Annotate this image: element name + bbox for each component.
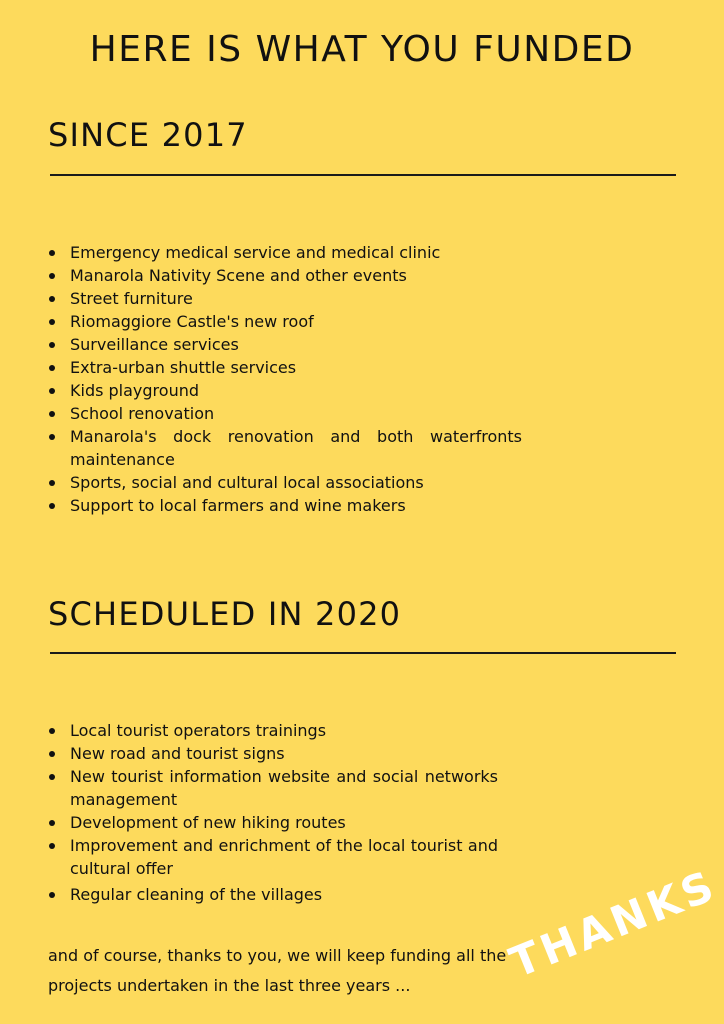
list-item: Kids playground	[48, 379, 522, 402]
list-item: Riomaggiore Castle's new roof	[48, 310, 522, 333]
funded-projects-list	[48, 241, 522, 517]
list-item: Manarola's dock renovation and both waterfronts maintenance	[48, 425, 522, 471]
list-item: Local tourist operators trainings	[48, 719, 498, 742]
list-item: Regular cleaning of the villages	[48, 883, 498, 906]
section-heading-scheduled-2020: SCHEDULED IN 2020	[48, 595, 402, 633]
list-item: Sports, social and cultural local associations	[48, 471, 522, 494]
list-item: Support to local farmers and wine makers	[48, 494, 522, 517]
divider-scheduled-2020	[50, 652, 676, 654]
closing-message: and of course, thanks to you, we will keep funding all the projects undertaken in the last three years ...	[48, 946, 507, 995]
list-item: New road and tourist signs	[48, 742, 498, 765]
list-item: Street furniture	[48, 287, 522, 310]
list-item: Manarola Nativity Scene and other events	[48, 264, 522, 287]
page-title: HERE IS WHAT YOU FUNDED	[89, 29, 635, 70]
scheduled-projects-list	[48, 719, 498, 906]
list-item: School renovation	[48, 402, 522, 425]
thanks-stamp: THANKS	[503, 860, 724, 988]
section-heading-since-2017: SINCE 2017	[48, 116, 248, 154]
list-item: Improvement and enrichment of the local tourist and cultural offer	[48, 834, 498, 880]
list-item: Emergency medical service and medical clinic	[48, 241, 522, 264]
list-item: Extra-urban shuttle services	[48, 356, 522, 379]
list-item: Development of new hiking routes	[48, 811, 498, 834]
divider-since-2017	[50, 174, 676, 176]
list-item: New tourist information website and social networks management	[48, 765, 498, 811]
list-item: Surveillance services	[48, 333, 522, 356]
